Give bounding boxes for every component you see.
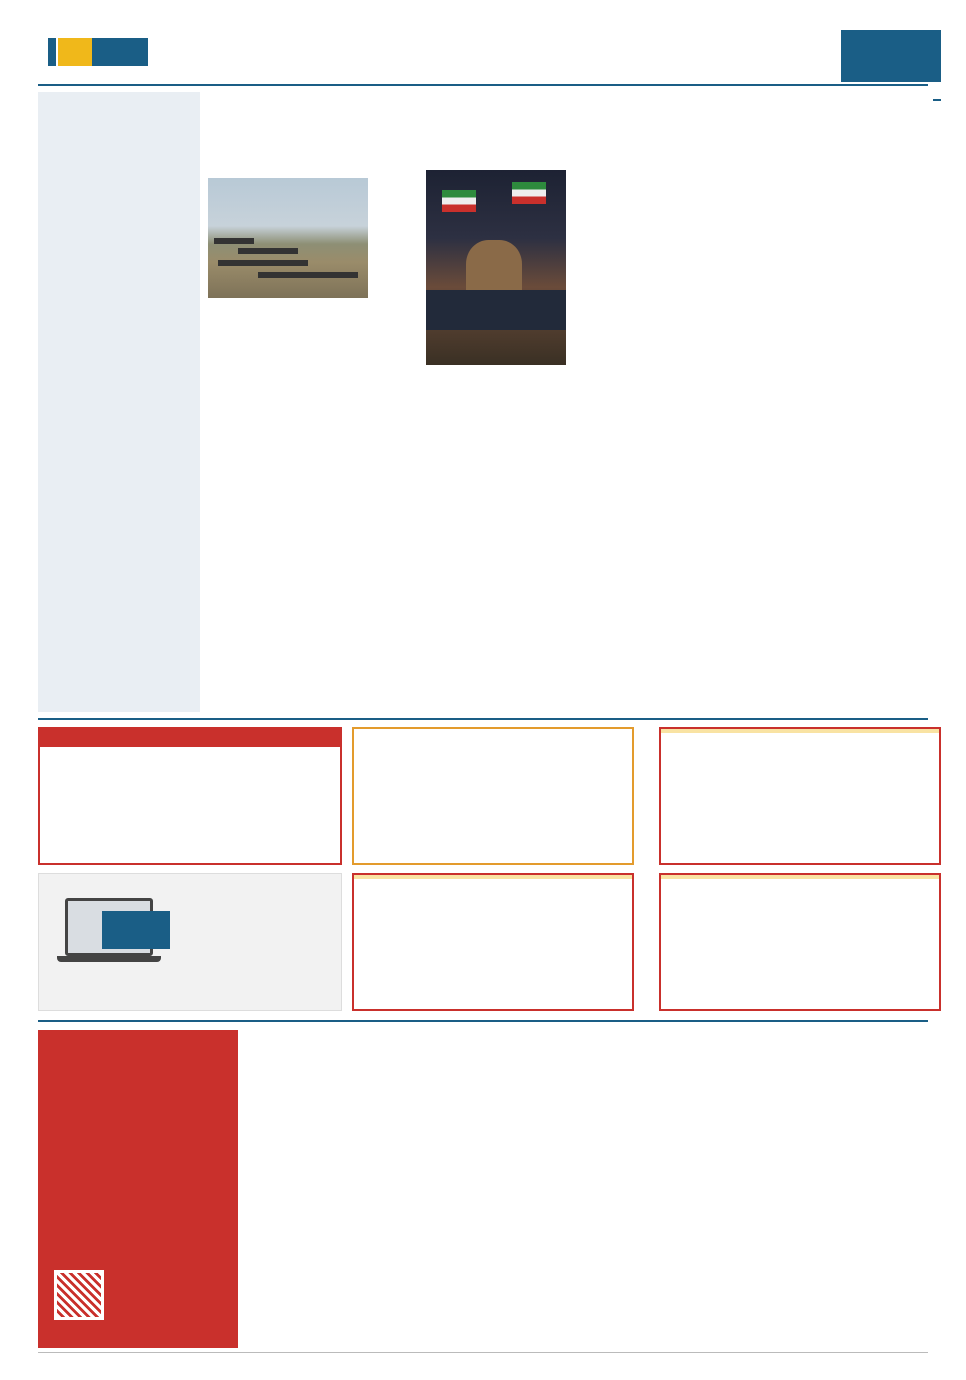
flag-shape bbox=[512, 182, 546, 204]
truck-shape bbox=[258, 272, 358, 278]
right-column bbox=[781, 94, 941, 709]
header-rule bbox=[38, 84, 928, 86]
khorasanet-ad[interactable] bbox=[38, 1030, 238, 1348]
second-photo bbox=[208, 178, 368, 298]
second-col-1 bbox=[210, 304, 370, 709]
lead-col-3 bbox=[431, 345, 576, 710]
masthead-logo[interactable] bbox=[841, 30, 941, 82]
notice-2[interactable] bbox=[659, 873, 941, 1011]
second-col-top bbox=[376, 235, 534, 345]
flag-shape bbox=[442, 190, 476, 212]
truck-shape bbox=[218, 260, 308, 266]
lead-col-1 bbox=[581, 178, 771, 346]
notice-3[interactable] bbox=[352, 873, 634, 1011]
tag-bar bbox=[48, 38, 56, 66]
mozayede-notice[interactable] bbox=[352, 727, 634, 865]
truck-shape bbox=[238, 248, 298, 254]
promo-banner[interactable] bbox=[38, 873, 342, 1011]
lead-col-2 bbox=[591, 348, 771, 708]
ads-rule bbox=[38, 718, 928, 720]
truck-shape bbox=[214, 238, 254, 244]
left-box bbox=[38, 92, 200, 712]
qr-code-icon[interactable] bbox=[54, 1270, 104, 1320]
classifieds-rule bbox=[38, 1020, 928, 1022]
promo-tile bbox=[102, 911, 170, 949]
section-name[interactable] bbox=[92, 38, 148, 66]
right-kicker bbox=[933, 99, 941, 101]
laptop-icon bbox=[65, 898, 153, 956]
notice-1[interactable] bbox=[659, 727, 941, 865]
ettela-notice[interactable] bbox=[38, 727, 342, 865]
page-tag bbox=[38, 38, 148, 66]
bottom-strip bbox=[38, 1352, 928, 1366]
ettela-title bbox=[40, 729, 340, 747]
page-number bbox=[58, 38, 92, 66]
mozayede-text bbox=[354, 729, 632, 735]
laptop-base-icon bbox=[57, 956, 161, 962]
